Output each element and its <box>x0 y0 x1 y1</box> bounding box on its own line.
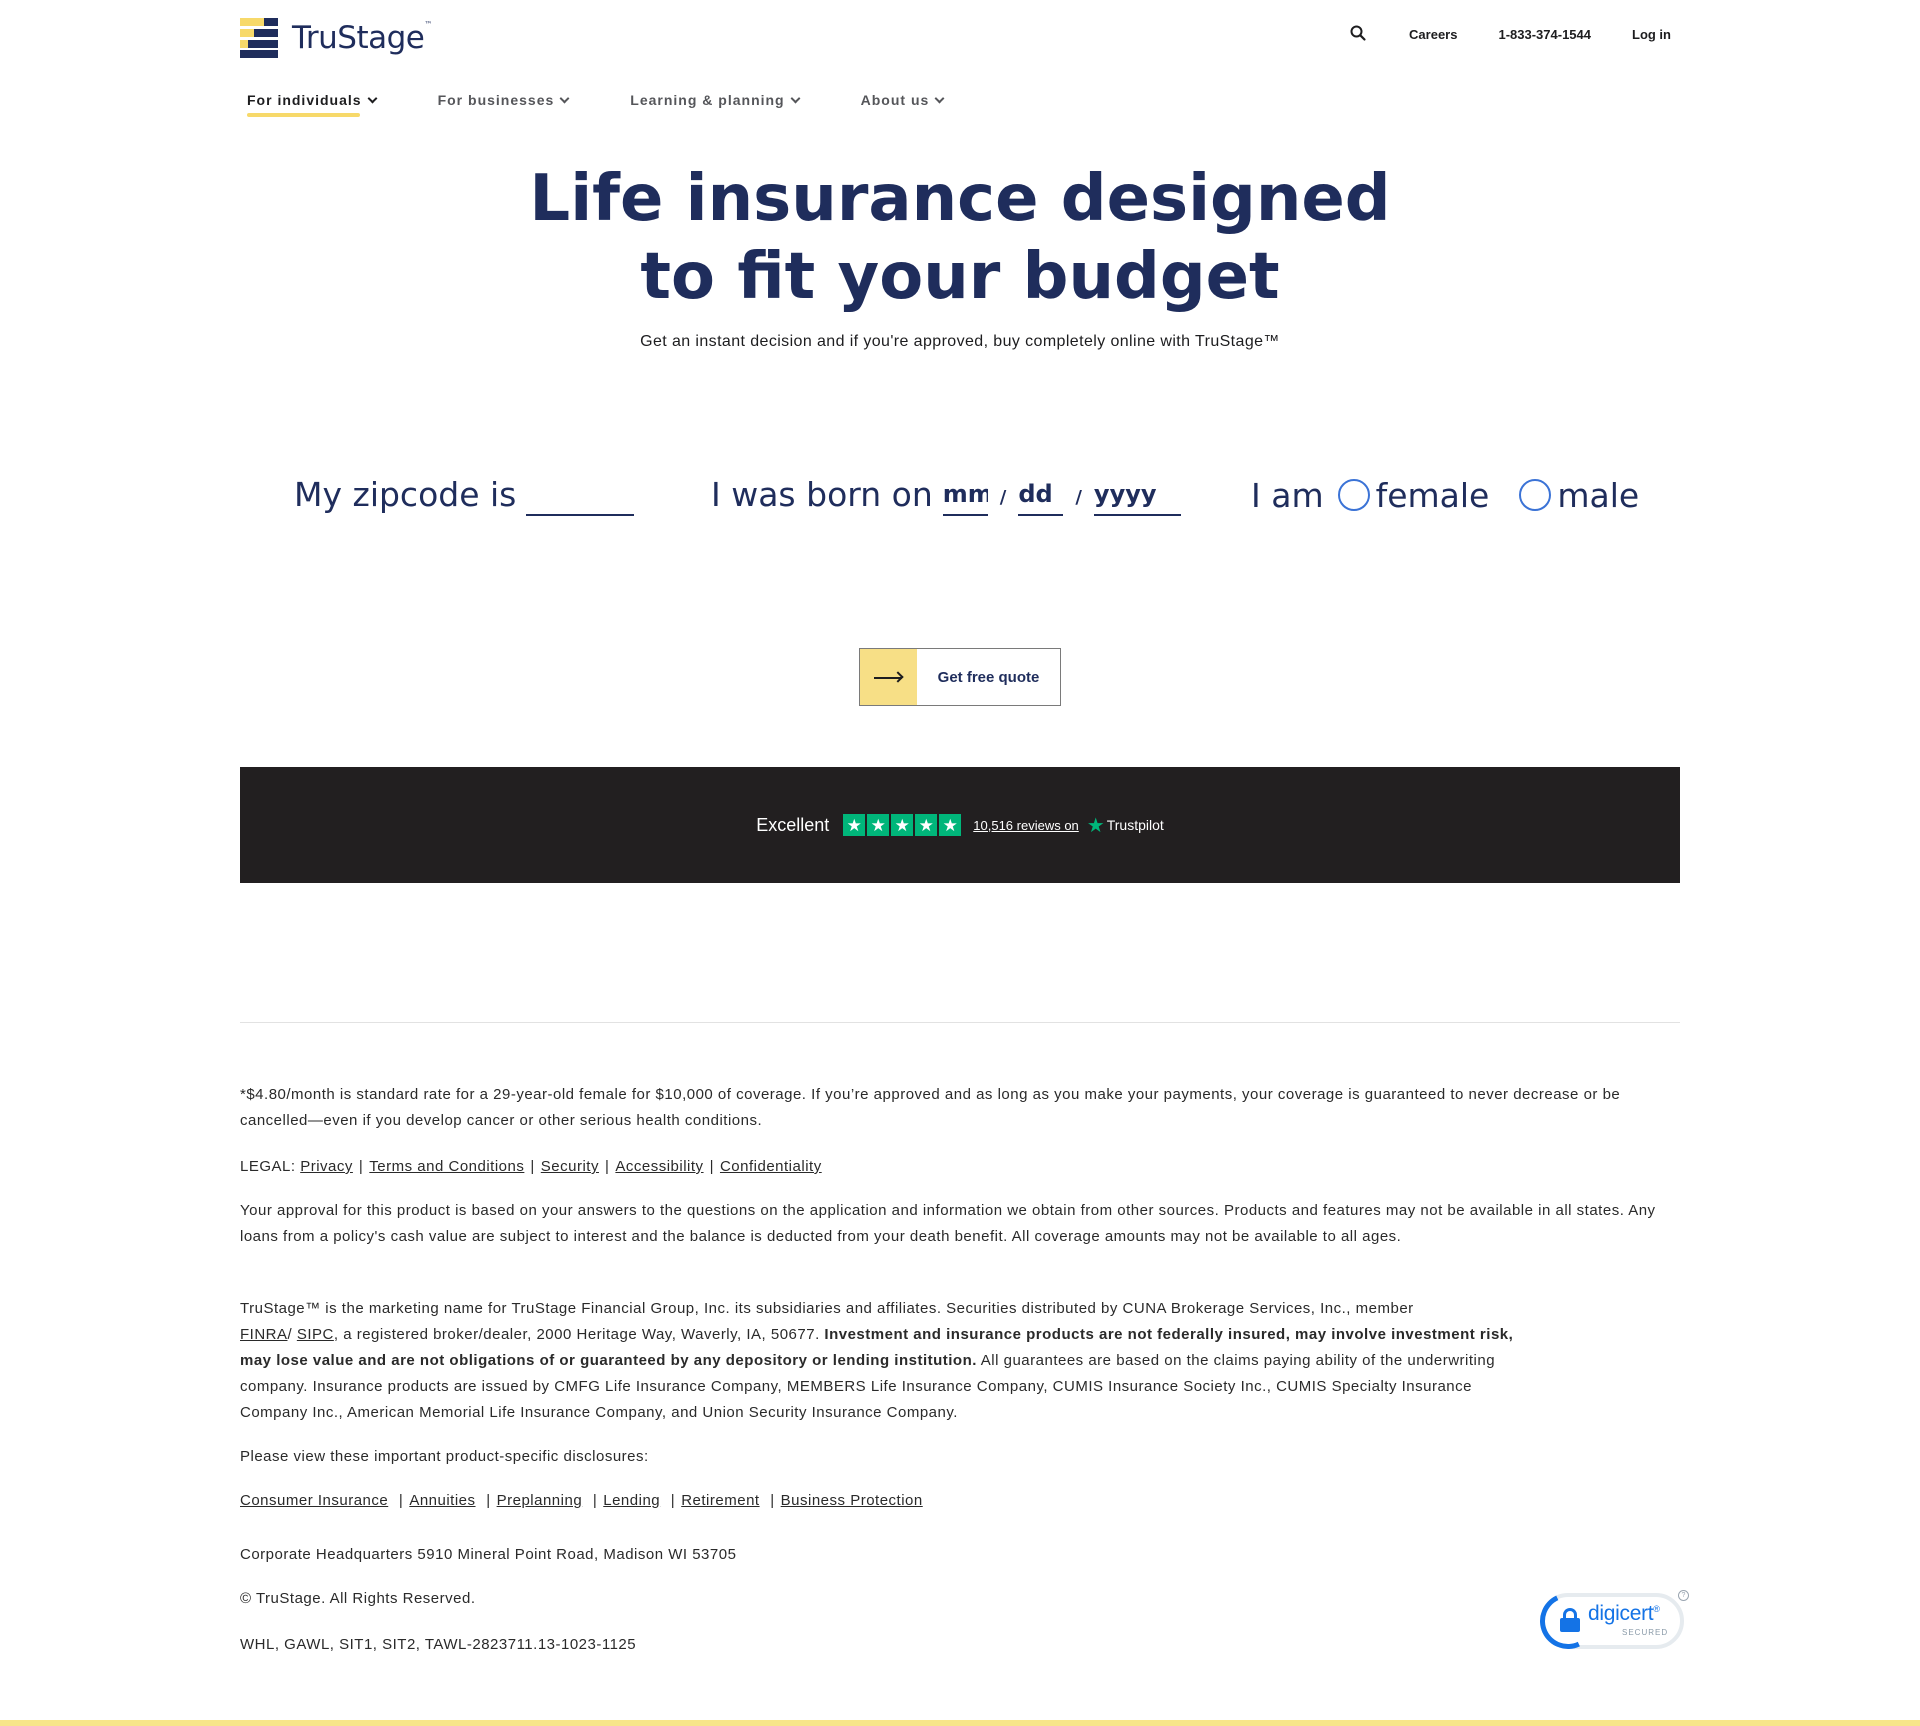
dob-separator: / <box>1075 487 1082 508</box>
star-icon: ★ <box>843 814 865 836</box>
legal-prefix: LEGAL: <box>240 1158 296 1175</box>
info-icon[interactable]: ? <box>1678 1590 1689 1601</box>
copyright: © TruStage. All Rights Reserved. <box>240 1590 476 1607</box>
rate-disclaimer: *$4.80/month is standard rate for a 29-year-old female for $10,000 of coverage. If you’re approved and as long as you make your payments, your coverage is guaranteed to never decrease or be cancelled—even if you develop cancer or other serious health conditions. <box>240 1086 1621 1129</box>
retirement-link[interactable]: Retirement <box>681 1492 760 1509</box>
marketing-disclaimer: TruStage™ is the marketing name for TruStage Financial Group, Inc. its subsidiaries and affiliates. Securities distributed by CUNA Brokerage Services, Inc., member FINRA/ SIPC, a registered broker/dealer, 2000 Heritage Way, Waverly, IA, 50677. Investment and insurance products are not federally insured, may involve investment risk, may lose value and are not obligations of or guaranteed by any depository or lending institution. All guarantees are based on the claims paying ability of the underwriting company. Insurance products are issued by CMFG Life Insurance Company, MEMBERS Life Insurance Company, CUMIS Insurance Society Inc., CUMIS Specialty Insurance Company Inc., American Memorial Life Insurance Company, and Union Security Insurance Company. <box>240 1300 1514 1421</box>
trustpilot-reviews-link[interactable]: 10,516 reviews on <box>973 817 1079 833</box>
nav-item-for-businesses[interactable] <box>438 92 569 108</box>
male-radio[interactable] <box>1519 479 1551 511</box>
gender-male-option[interactable] <box>1519 476 1639 515</box>
approval-disclaimer: Your approval for this product is based on your answers to the questions on the application and information we obtain from other sources. Products and features may not be available in all states. Any loans from a policy's cash value are subject to interest and the balance is deducted from your death benefit. All coverage amounts may not be available to all ages. <box>240 1202 1656 1245</box>
trustpilot-rating-word: Excellent <box>756 814 830 835</box>
confidentiality-link[interactable]: Confidentiality <box>719 1158 822 1175</box>
male-label: male <box>1557 475 1640 515</box>
headquarters-address: Corporate Headquarters 5910 Mineral Point Road, Madison WI 53705 <box>240 1546 737 1563</box>
dob-separator: / <box>999 487 1007 508</box>
main-nav <box>247 92 1005 108</box>
preplanning-link[interactable]: Preplanning <box>496 1492 583 1509</box>
product-codes: WHL, GAWL, SIT1, SIT2, TAWL-2823711.13-1023-1125 <box>240 1636 637 1653</box>
zip-label: My zipcode is <box>294 475 517 514</box>
nav-item-label: Learning & planning <box>630 92 785 108</box>
lending-link[interactable]: Lending <box>603 1492 661 1509</box>
bottom-accent-bar <box>0 1720 1920 1726</box>
digicert-seal[interactable] <box>1538 1590 1688 1652</box>
security-link[interactable]: Security <box>540 1158 599 1175</box>
lock-icon <box>1560 1608 1580 1632</box>
dob-label: I was born on <box>711 475 933 514</box>
digicert-name: digicert® <box>1588 1602 1660 1625</box>
chevron-down-icon <box>935 93 945 103</box>
get-free-quote-label: Get free quote <box>937 668 1040 686</box>
get-free-quote-button[interactable] <box>859 648 1061 706</box>
arrow-right-icon <box>860 649 917 705</box>
logo-wordmark: TruStage™ <box>292 20 432 56</box>
trustage-logo[interactable] <box>240 18 432 58</box>
disclosure-links: Consumer Insurance | Annuities | Preplanning | Lending | Retirement | Business Protection <box>240 1492 923 1509</box>
business-protection-link[interactable]: Business Protection <box>780 1492 923 1509</box>
nav-item-learning-planning[interactable] <box>630 92 798 108</box>
chevron-down-icon <box>367 93 377 103</box>
nav-item-label: About us <box>860 92 930 108</box>
accessibility-link[interactable]: Accessibility <box>615 1158 704 1175</box>
trustage-logo-mark-icon <box>240 18 278 58</box>
nav-item-label: For individuals <box>247 92 362 108</box>
nav-item-about-us[interactable] <box>861 92 944 108</box>
page-title: Life insurance designed to fit your budget <box>529 162 1391 314</box>
finra-link[interactable]: FINRA <box>240 1326 288 1343</box>
trustpilot-logo[interactable] <box>1087 813 1164 838</box>
consumer-insurance-link[interactable]: Consumer Insurance <box>240 1492 389 1509</box>
sipc-link[interactable]: SIPC <box>296 1326 334 1343</box>
star-icon: ★ <box>867 814 889 836</box>
trustpilot-star-icon: ★ <box>1086 814 1105 837</box>
nav-item-label: For businesses <box>437 92 555 108</box>
dob-field-group <box>711 474 1181 516</box>
careers-link[interactable]: Careers <box>1409 26 1458 42</box>
phone-link[interactable]: 1-833-374-1544 <box>1498 26 1591 42</box>
trustpilot-widget <box>240 767 1680 883</box>
digicert-secured: SECURED <box>1622 1628 1669 1637</box>
star-icon: ★ <box>939 814 961 836</box>
legal-links: LEGAL: Privacy | Terms and Conditions | Security | Accessibility | Confidentiality <box>240 1158 822 1175</box>
search-icon[interactable] <box>1349 24 1369 44</box>
gender-female-option[interactable] <box>1338 476 1490 515</box>
site-header <box>0 0 1920 120</box>
utility-nav <box>1349 24 1671 44</box>
star-icon: ★ <box>891 814 913 836</box>
zip-field-group <box>294 474 634 516</box>
terms-link[interactable]: Terms and Conditions <box>369 1158 525 1175</box>
gender-field-group <box>1251 474 1639 516</box>
dob-day-input[interactable] <box>1018 474 1063 516</box>
chevron-down-icon <box>790 93 800 103</box>
annuities-link[interactable]: Annuities <box>409 1492 476 1509</box>
trustpilot-brand: Trustpilot <box>1106 817 1164 833</box>
star-icon: ★ <box>915 814 937 836</box>
footer-divider <box>240 1022 1680 1023</box>
nav-item-for-individuals[interactable] <box>247 92 376 108</box>
dob-month-input[interactable] <box>943 474 988 516</box>
trustpilot-stars <box>843 814 961 836</box>
chevron-down-icon <box>560 93 570 103</box>
page-subtitle: Get an instant decision and if you're approved, buy completely online with TruStage™ <box>640 333 1280 350</box>
zip-input[interactable] <box>526 474 634 516</box>
dob-year-input[interactable] <box>1094 474 1181 516</box>
privacy-link[interactable]: Privacy <box>300 1158 353 1175</box>
disclosures-intro: Please view these important product-specific disclosures: <box>240 1448 649 1465</box>
female-label: female <box>1375 475 1490 515</box>
female-radio[interactable] <box>1338 479 1370 511</box>
login-link[interactable]: Log in <box>1632 26 1671 42</box>
gender-label: I am <box>1251 475 1324 515</box>
